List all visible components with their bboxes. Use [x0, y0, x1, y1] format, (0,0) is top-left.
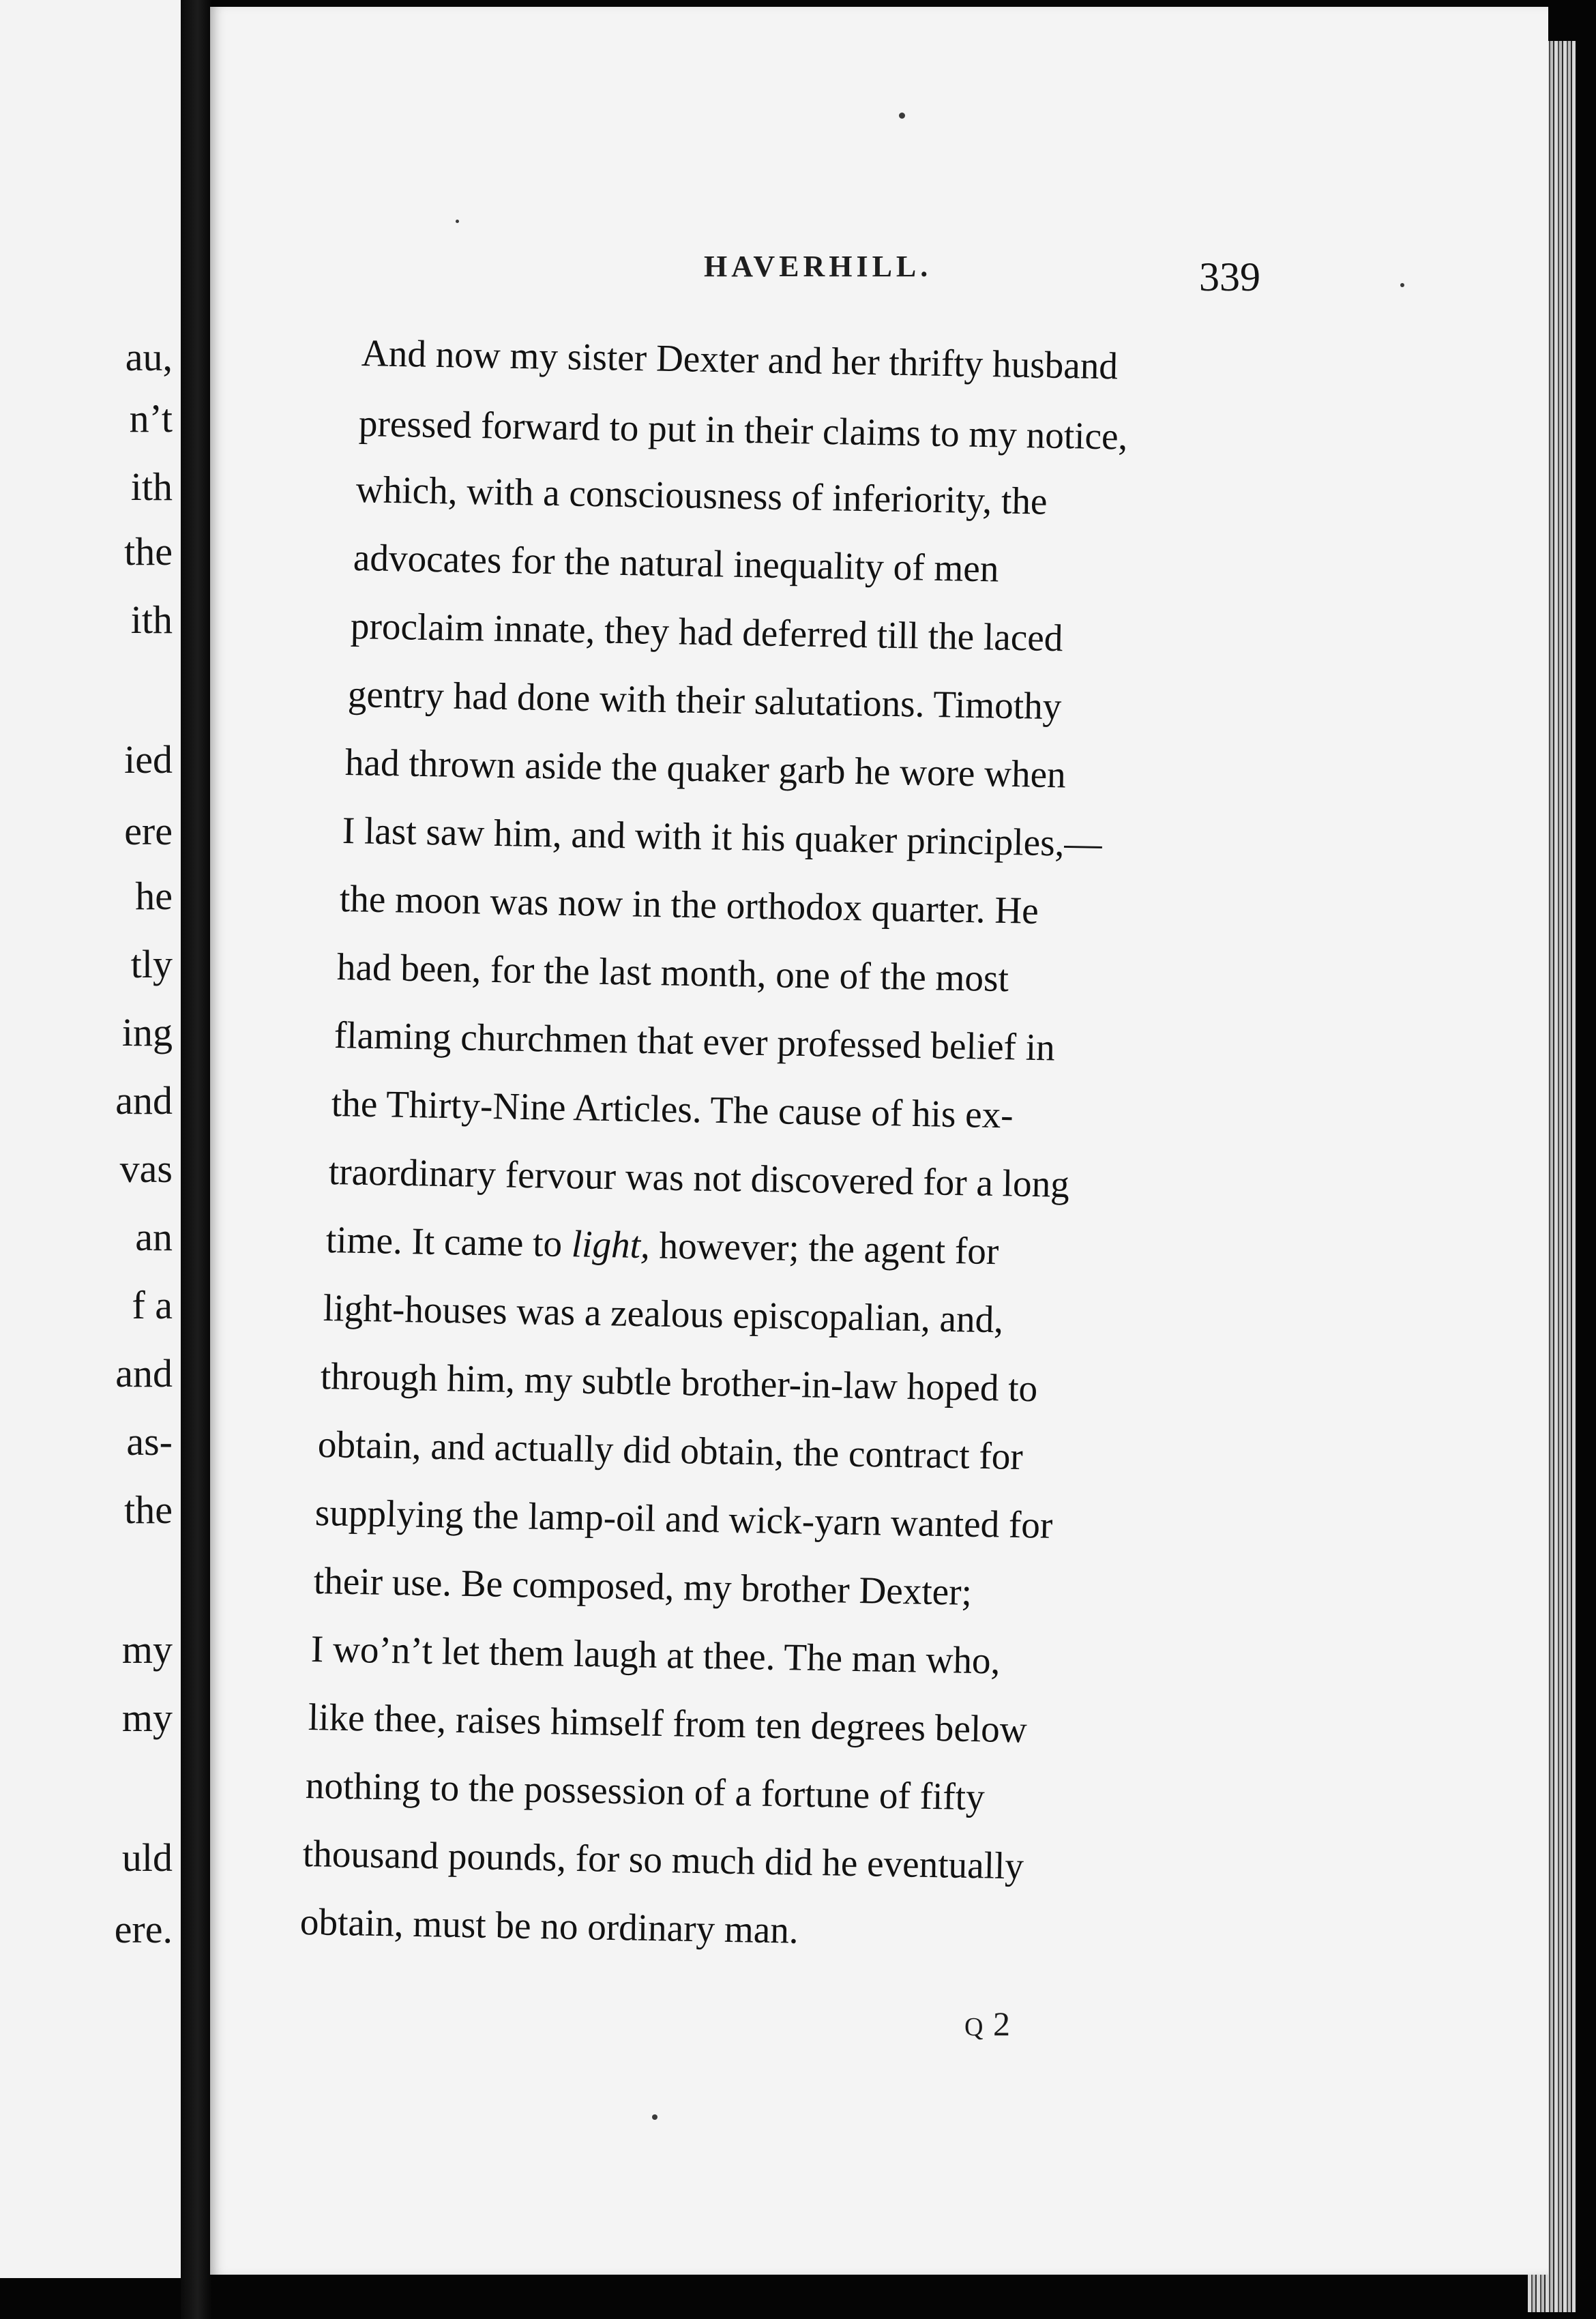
body-line: like thee, raises himself from ten degrees below [308, 1696, 1028, 1752]
body-line: proclaim innate, they had deferred till the laced [350, 605, 1063, 660]
left-page-line: an [135, 1215, 173, 1259]
body-line: the moon was now in the orthodox quarter. He [339, 878, 1039, 932]
left-page-line: f a [132, 1283, 173, 1327]
body-line [326, 1221, 999, 1271]
signature-mark [964, 2004, 1010, 2043]
body-line: which, with a consciousness of inferiority, the [355, 469, 1048, 523]
body-text [210, 7, 1548, 2275]
left-page-line: my [121, 1696, 173, 1740]
book-page [210, 7, 1548, 2275]
left-page-line: ied [124, 737, 173, 782]
book-gutter [181, 0, 211, 2319]
body-line: gentry had done with their salutations. Timothy [347, 673, 1062, 728]
body-line: obtain, must be no ordinary man. [299, 1901, 799, 1952]
body-line: nothing to the possession of a fortune of fifty [305, 1764, 986, 1819]
left-page-line: and [115, 1078, 173, 1123]
signature-letter: Q [964, 2013, 985, 2041]
left-page-line: ith [130, 464, 173, 509]
italic-word: light, [571, 1223, 651, 1267]
left-page-line: ere [124, 809, 173, 853]
left-page-line: he [135, 874, 173, 918]
signature-number: 2 [992, 2005, 1010, 2043]
body-line-end: however; the agent for [649, 1224, 999, 1273]
body-line: flaming churchmen that ever professed belief in [334, 1014, 1056, 1069]
left-page-line: ere. [114, 1907, 173, 1951]
body-line: thousand pounds, for so much did he eventually [302, 1833, 1024, 1888]
body-line: supplying the lamp-oil and wick-yarn wanted for [314, 1492, 1053, 1547]
body-line-start: time. It came to [325, 1219, 572, 1266]
left-page-line: the [124, 1488, 173, 1532]
running-title: HAVERHILL. [704, 250, 932, 283]
left-page-line: uld [121, 1835, 173, 1880]
left-page-line: n’t [129, 396, 173, 441]
body-line: had thrown aside the quaker garb he wore when [344, 741, 1067, 797]
body-line: had been, for the last month, one of the most [336, 946, 1009, 1001]
body-line: I wo’n’t let them laugh at thee. The man who, [310, 1628, 1001, 1683]
body-line: through him, my subtle brother-in-law hoped to [320, 1355, 1038, 1410]
body-line: light-houses was a zealous episcopalian, and, [323, 1287, 1004, 1342]
left-page-line: and [115, 1351, 173, 1395]
body-line: the Thirty-Nine Articles. The cause of his ex- [331, 1082, 1014, 1137]
left-page-line: ith [130, 597, 173, 642]
body-line: pressed forward to put in their claims to my notice, [358, 402, 1128, 458]
body-line: obtain, and actually did obtain, the contract for [317, 1423, 1024, 1479]
body-line: advocates for the natural inequality of men [353, 537, 999, 591]
left-page-line: the [124, 529, 173, 574]
left-page-line: vas [119, 1147, 173, 1191]
page-number: 339 [1199, 254, 1260, 299]
previous-page-fragment [0, 0, 183, 2278]
left-page-line: tly [130, 942, 173, 986]
left-page-line: my [121, 1627, 173, 1672]
left-page-line: as- [126, 1419, 173, 1464]
body-line: their use. Be composed, my brother Dexter; [313, 1560, 973, 1614]
body-line: I last saw him, and with it his quaker principles,— [342, 810, 1103, 866]
left-page-line: ing [121, 1010, 173, 1054]
left-page-line: au, [125, 335, 173, 379]
body-line: And now my sister Dexter and her thrifty husband [361, 332, 1119, 388]
body-line: traordinary fervour was not discovered for a long [328, 1151, 1070, 1206]
